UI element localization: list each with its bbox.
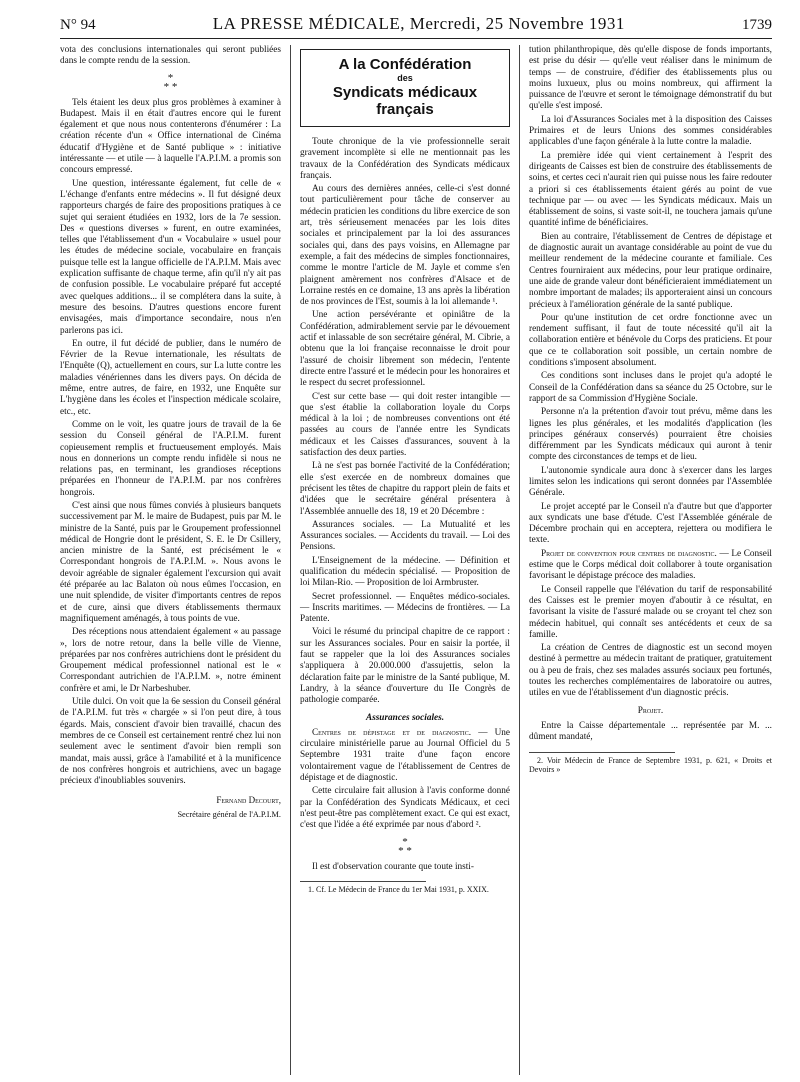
paragraph-lead: Centres de dépistage et de diagnostic. bbox=[312, 727, 472, 738]
column-middle bbox=[290, 45, 520, 1075]
page-header bbox=[60, 14, 772, 39]
article-title-line3: Syndicats médicaux français bbox=[332, 84, 478, 118]
page-number: 1739 bbox=[741, 17, 772, 33]
paragraph: Personne n'a la prétention d'avoir tout prévu, même dans les lignes les plus générales, et les modalités d'application (les principes généraux conservés) pourraient être choisies différemment par les Syndicats médicaux qui auront à tenir compte des circonstances de temps et de lieu. bbox=[529, 407, 772, 463]
paragraph: Cette circulaire fait allusion à l'avis conforme donné par la Confédération des Syndicats Médicaux, et ceci n'est peut-être pas complètement exact. Ce qui est exact, c'est que l'idée a été exprimée par nous d'abord ². bbox=[300, 786, 510, 831]
article-title-box bbox=[300, 49, 510, 127]
paragraph: Il est d'observation courante que toute insti- bbox=[312, 861, 474, 872]
paragraph: Des réceptions nous attendaient également « au passage », lors de notre retour, dans la belle ville de Vienne, préparées par nos confrères autrichiens dont le président du Groupement médical professionnel national est le « Correspondant autrichien de l'A.P.I.M. », notre éminent confrère et ami, le Dr Narbeshuber. bbox=[60, 627, 281, 694]
column-left bbox=[60, 45, 290, 1075]
paragraph: Voici le résumé du principal chapitre de ce rapport : sur les Assurances sociales. Pour en saisir la portée, il faut se rappeler que la loi des Assurances sociales s'appliquera à 20.000.000 d'assujettis, selon la déclaration faite par le ministre de la Santé publique, M. Landry, à la séance d'ouverture du IIe Congrès de pathologie comparée. bbox=[300, 627, 510, 706]
signature-role: Secrétaire général de l'A.P.I.M. bbox=[177, 809, 281, 819]
paragraph: L'autonomie syndicale aura donc à s'exercer dans les larges limites selon les indications qui seront données par l'Assemblée Générale. bbox=[529, 465, 772, 499]
article-title-line1: A la Confédération bbox=[338, 56, 472, 73]
paragraph: Le Conseil rappelle que l'élévation du tarif de responsabilité des Caisses est le premier moyen d'aboutir à ce résultat, en favorisant la visite de l'assuré malade ou se croyant tel chez son médecin habituel, qui connaît ses antécédents et ceux de sa famille. bbox=[529, 584, 772, 640]
paragraph: En outre, il fut décidé de publier, dans le numéro de Février de la Revue internationale, les résultats de l'Enquête (Q), actuellement en cours, sur La lutte contre les maladies vénériennes dans les divers pays. On décida de même, entre autres, de faire, en 1932, une Enquête sur L'hygiène dans les écoles et l'inspection médicale scolaire, etc., etc. bbox=[60, 338, 281, 417]
paragraph: Comme on le voit, les quatre jours de travail de la 6e session du Conseil général de l'A.P.I.M. furent copieusement remplis et fructueusement employés. Mais nous en donnerions un compte rendu infidèle si nous ne relations pas, en terminant, les grandioses réceptions préparées en l'honneur de l'A.P.I.M. par nos confrères hongrois. bbox=[60, 419, 281, 498]
signature: Fernand Decourt, bbox=[216, 795, 281, 806]
article-title-line2: des bbox=[397, 73, 413, 83]
paragraph: Le projet accepté par le Conseil n'a d'autre but que d'apporter aux syndicats une base d'étude. C'est l'Assemblée générale de Décembre prochain qui en acceptera, rejettera ou modifiera le texte. bbox=[529, 501, 772, 546]
paragraph: La première idée qui vient certainement à l'esprit des dirigeants de Caisses est bien de construire des établissements de soins, et certes ceci n'aurait rien qui puisse nous les faire redouter a priori si ces établissements étaient gérés au point de vue technique par — ou avec — les Syndicats médicaux. Mais un établissement de soins, si vaste soit-il, ne touchera jamais qu'une quantité infime de bénéficiaires. bbox=[529, 150, 772, 229]
paragraph: La création de Centres de diagnostic est un second moyen destiné à permettre au médecin traitant de pratiquer, gratuitement ou à peu de frais, chez ses malades assurés sociaux peu fortunés, toutes les recherches complémentaires de laboratoire ou autres, utiles en vue de l'établissement d'un diagnostic précis. bbox=[529, 643, 772, 699]
paragraph: Au cours des dernières années, celle-ci s'est donné tout particulièrement pour tâche de conserver au médecin praticien les conditions du libre exercice de son art, très sérieusement menacées par les lois dites sociales et principalement par la loi des assurances sociales qui, dans des pays voisins, en Allemagne par exemple, a fait des médecins de simples fonctionnaires, comme le montre l'article de M. Jayle et comme s'en plaignent amèrement nos confrères d'Alsace et de Lorraine restés en ce domaine, 13 ans après la libération de nos provinces de l'Est, soumis à la loi allemande ¹. bbox=[300, 184, 510, 308]
paragraph: vota des conclusions internationales qui seront publiées dans le compte rendu de la session. bbox=[60, 45, 281, 67]
paragraph: Tels étaient les deux plus gros problèmes à examiner à Budapest. Mais il en était d'autres encore qui le furent également et que nous nous contenterons d'énumérer : La création récente d'un « Office international de Cinéma éducatif d'Hygiène et de Santé publique » : initiative intéressante — et utile — à laquelle l'A.P.I.M. a promis son concours empressé. bbox=[60, 97, 281, 176]
paragraph-body: — Le Conseil estime que le Corps médical doit collaborer à toute organisation favorisant le dépistage précoce des maladies. bbox=[529, 548, 772, 582]
footnote-rule bbox=[300, 881, 426, 882]
paragraph: Une action persévérante et opiniâtre de la Confédération, admirablement servie par le dévouement actif et inlassable de son secrétaire général, M. Cibrie, a obtenu que la loi française reconnaisse le droit pour l'assuré de choisir librement son médecin, l'entente directe entre l'assuré et le médecin pour les honoraires et le respect du secret professionnel. bbox=[300, 310, 510, 389]
section-heading: Projet. bbox=[637, 705, 664, 716]
paragraph: Pour qu'une institution de cet ordre fonctionne avec un rendement suffisant, il faut de toute nécessité qu'il ait la collaboration entière et bénévole du Corps des praticiens. Et pour que ce te collaboration soit possible, un certain nombre de conditions s'imposent absolument. bbox=[529, 312, 772, 369]
paragraph bbox=[529, 549, 772, 583]
paragraph: Toute chronique de la vie professionnelle serait gravement incomplète si elle ne mentionnait pas les travaux de la Confédération des Syndicats médicaux français. bbox=[300, 137, 510, 181]
section-stars: * * * bbox=[398, 835, 412, 857]
footnote-rule bbox=[529, 752, 675, 753]
columns bbox=[60, 45, 772, 1075]
paragraph: Secret professionnel. — Enquêtes médico-sociales. — Inscrits maritimes. — Médecins de frontières. — La Patente. bbox=[300, 591, 510, 625]
paragraph: La loi d'Assurances Sociales met à la disposition des Caisses Primaires et de leurs Unions des sommes considérables applicables d'une façon générale à la lutte contre la maladie. bbox=[529, 114, 772, 148]
footnote: 2. Voir Médecin de France de Septembre 1931, p. 621, « Droits et Devoirs » bbox=[529, 755, 772, 775]
paragraph: Bien au contraire, l'établissement de Centres de dépistage et de diagnostic aurait un avantage considérable au point de vue du meilleur rendement de la médecine courante et familiale. Ces Centres fourniraient aux médecins, pour leur pratique ordinaire, une aide de grande valeur dont bénéficieraient immédiatement un nombre important de malades; ils apporteraient ainsi un concours précieux à l'amélioration générale de la santé publique. bbox=[529, 231, 772, 310]
publication-title: LA PRESSE MÉDICALE, Mercredi, 25 Novembre 1931 bbox=[212, 14, 625, 33]
column-right bbox=[520, 45, 772, 1075]
paragraph-lead: Projet de convention pour centres de diagnostic. bbox=[541, 548, 717, 559]
footnote: 1. Cf. Le Médecin de France du 1er Mai 1931, p. XXIX. bbox=[308, 884, 489, 894]
paragraph: Assurances sociales. — La Mutualité et les Assurances sociales. — Accidents du travail. — Loi des Pensions. bbox=[300, 519, 510, 553]
paragraph bbox=[300, 728, 510, 784]
paragraph: Entre la Caisse départementale ... représentée par M. ... dûment mandaté, bbox=[529, 720, 772, 743]
paragraph: Là ne s'est pas bornée l'activité de la Confédération; elle s'est exercée en de nombreux domaines que précisent les têtes de chapitre du rapport plein de faits et d'idées que le secrétaire général présentera à l'Assemblée annuelle des 18, 19 et 20 Décembre : bbox=[300, 461, 510, 517]
paragraph: Une question, intéressante également, fut celle de « L'échange d'enfants entre médecins ». Il fut désigné deux rapporteurs chargés de faire des propositions pratiques à ce sujet qui seraient étudiées en 1932, lors de la 7e session. Des « questions diverses » furent, en outre examinées, telles que l'établissement d'un « Vocabulaire » usuel pour les études de médecine sociale, vocabulaire en français puisque telle est la langue officielle de l'A.P.I.M. Mais avec explication suffisante de chaque terme, afin qu'il n'y ait pas de confusion possible. Le vocabulaire préparé fut accepté avec quelques additions... il se complétera dans la suite, à mesure des besoins. D'autres questions encore furent envisagées, mais d'importance secondaire, nous n'en parlerons pas ici. bbox=[60, 178, 281, 336]
section-stars: * * * bbox=[163, 71, 178, 93]
paragraph-body: — Une circulaire ministérielle parue au Journal Officiel du 5 Septembre 1931 traite d'une façon encore volontairement vague de l'établissement de Centres de dépistage et de diagnostic. bbox=[300, 727, 510, 784]
subheading: Assurances sociales. bbox=[365, 712, 445, 723]
issue-number: N° 94 bbox=[60, 17, 96, 33]
paragraph: tution philanthropique, dès qu'elle dispose de fonds importants, est prise du désir — qu'elle veut réaliser dans le minimum de temps — de construire, d'édifier des établissements plus ou moins luxueux, plus ou moins nombreux, qui affirment la puissance de l'œuvre et seront le témoignage démonstratif du but qu'elle s'est imposé. bbox=[529, 45, 772, 112]
paragraph: L'Enseignement de la médecine. — Définition et qualification du médecin spécialisé. — Proposition de loi Milan-Rio. — Proposition de loi Armbruster. bbox=[300, 555, 510, 589]
paragraph: Utile dulci. On voit que la 6e session du Conseil général de l'A.P.I.M. fut très « chargée » si l'on peut dire, à tous égards. Mais, conscient d'avoir bien travaillé, chacun des membres de ce Conseil est certainement rentré chez lui non seulement avec le sentiment d'avoir bien rempli son mandat, mais aussi, grâce à l'amabilité et à la munificence de nos confrères hongrois et autrichiens, avec un bagage précieux d'inoubliables souvenirs. bbox=[60, 697, 281, 787]
paragraph: C'est ainsi que nous fûmes conviés à plusieurs banquets successivement par M. le maire de Budapest, puis par M. le ministre de la Santé, puis par le Groupement professionnel médical de Hongrie dont le président, S. E. le Dr Csillery, ancien ministre de la Santé, est précisément le « Correspondant hongrois de l'A.P.I.M. ». Nous avons le devoir agréable de signaler également l'excursion qui avait été préparée au lac Balaton où nous eûmes l'occasion, en une nuit splendide, de visiter d'importants centres de repos et de cure, ainsi que divers établissements thermaux magnifiquement aménagés, à tous points de vue. bbox=[60, 500, 281, 624]
paragraph: C'est sur cette base — qui doit rester intangible — que s'est établie la collaboration loyale du Corps médical à la loi ; de nombreuses conventions ont été passées au cours de l'année entre les Syndicats médicaux et les Caisses d'assurances, souvent à la satisfaction des deux parties. bbox=[300, 391, 510, 459]
paragraph: Ces conditions sont incluses dans le projet qu'a adopté le Conseil de la Confédération dans sa séance du 25 Octobre, sur le rapport de sa Commission d'Hygiène Sociale. bbox=[529, 371, 772, 404]
